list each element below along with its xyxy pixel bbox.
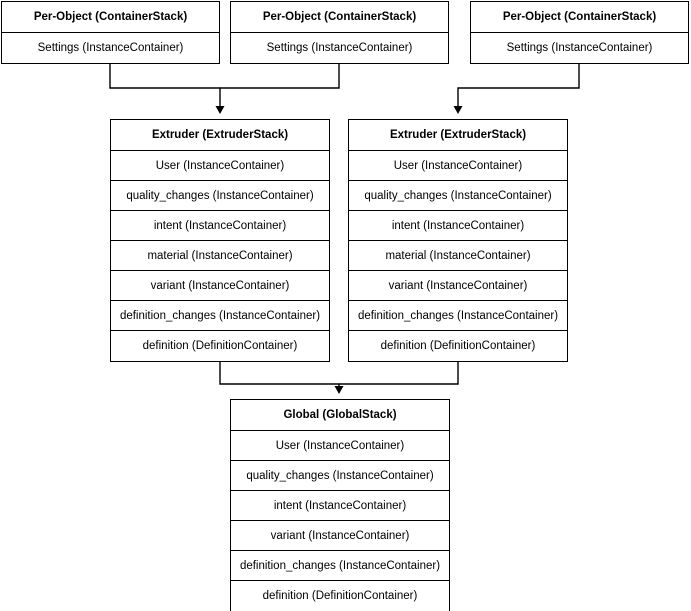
node-row[interactable]: variant (InstanceContainer) (231, 521, 449, 551)
node-per-object-3[interactable] (470, 1, 689, 64)
node-row[interactable]: User (InstanceContainer) (349, 151, 567, 181)
node-extruder-1[interactable] (110, 119, 330, 362)
node-row[interactable]: Settings (InstanceContainer) (506, 42, 653, 54)
node-row[interactable]: intent (InstanceContainer) (111, 211, 329, 241)
connector-perobject3-extruder2 (458, 59, 579, 110)
node-row[interactable]: Settings (InstanceContainer) (37, 42, 184, 54)
node-row[interactable]: material (InstanceContainer) (349, 241, 567, 271)
node-global[interactable] (230, 399, 450, 611)
node-row[interactable]: quality_changes (InstanceContainer) (349, 181, 567, 211)
node-row[interactable]: Settings (InstanceContainer) (266, 42, 413, 54)
node-row[interactable]: material (InstanceContainer) (111, 241, 329, 271)
node-header: Global (GlobalStack) (231, 400, 449, 431)
node-header: Per-Object (ContainerStack) (231, 2, 448, 33)
node-row[interactable]: definition (DefinitionContainer) (380, 340, 536, 352)
node-row[interactable]: variant (InstanceContainer) (111, 271, 329, 301)
connector-extruder2-global (339, 362, 458, 384)
node-row[interactable]: definition (DefinitionContainer) (142, 340, 298, 352)
node-row[interactable]: User (InstanceContainer) (111, 151, 329, 181)
node-row[interactable]: definition_changes (InstanceContainer) (349, 301, 567, 331)
node-row[interactable]: intent (InstanceContainer) (349, 211, 567, 241)
node-per-object-2[interactable] (230, 1, 449, 64)
node-row[interactable]: intent (InstanceContainer) (231, 491, 449, 521)
node-row[interactable]: User (InstanceContainer) (231, 431, 449, 461)
node-row[interactable]: definition (DefinitionContainer) (262, 590, 418, 602)
node-row[interactable]: definition_changes (InstanceContainer) (111, 301, 329, 331)
node-row[interactable]: quality_changes (InstanceContainer) (231, 461, 449, 491)
node-header: Per-Object (ContainerStack) (471, 2, 688, 33)
node-row[interactable]: quality_changes (InstanceContainer) (111, 181, 329, 211)
connector-extruder1-global (220, 362, 339, 390)
node-header: Per-Object (ContainerStack) (2, 2, 219, 33)
node-header: Extruder (ExtruderStack) (349, 120, 567, 151)
node-header: Extruder (ExtruderStack) (111, 120, 329, 151)
node-per-object-1[interactable] (1, 1, 220, 64)
connector-perobject1-extruder1 (110, 59, 220, 110)
node-row[interactable]: variant (InstanceContainer) (349, 271, 567, 301)
node-extruder-2[interactable] (348, 119, 568, 362)
node-row[interactable]: definition_changes (InstanceContainer) (231, 551, 449, 581)
